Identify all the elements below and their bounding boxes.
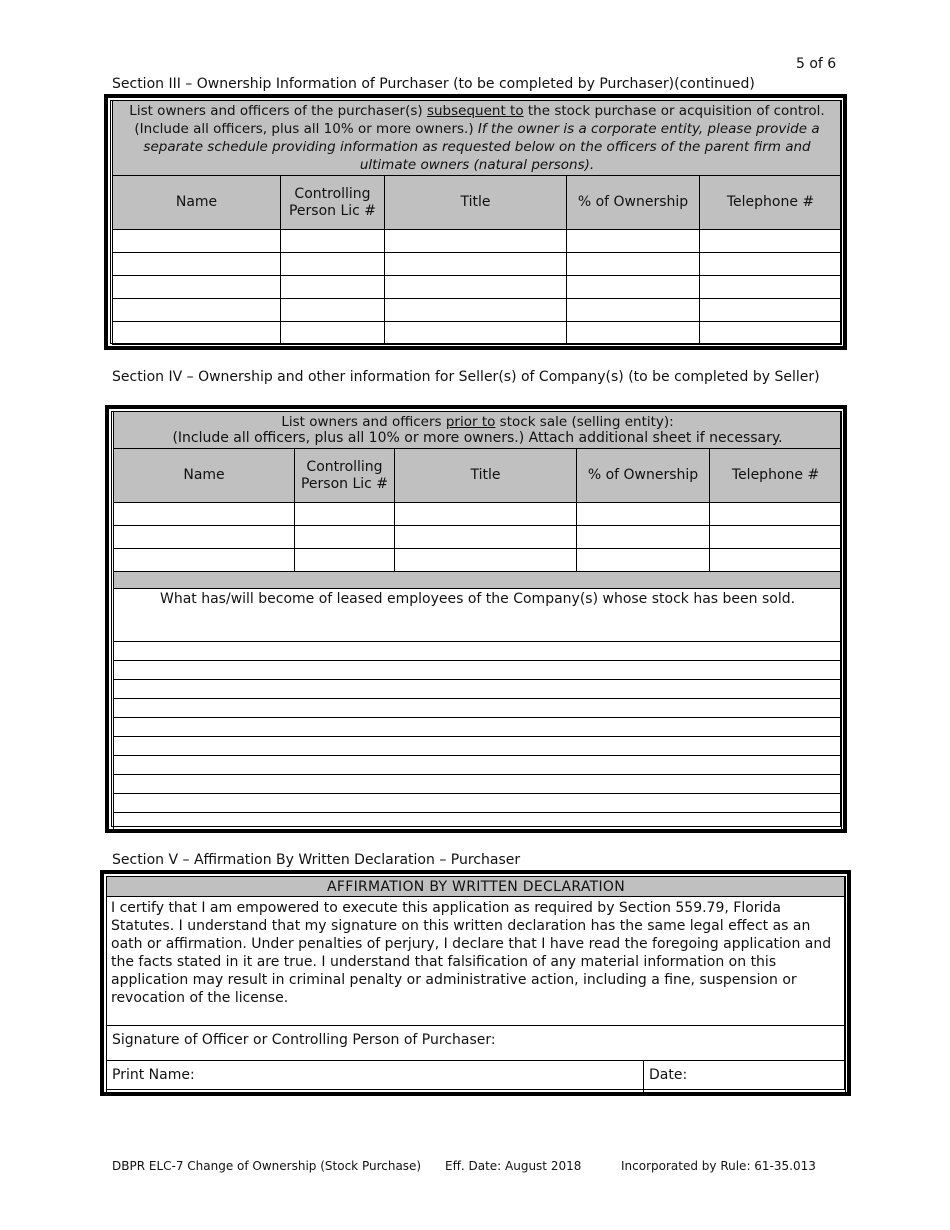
section-4-box bbox=[105, 405, 847, 833]
signature-field[interactable]: Signature of Officer or Controlling Person of Purchaser: bbox=[107, 1026, 846, 1061]
table-row bbox=[114, 549, 842, 572]
table-row bbox=[113, 299, 842, 322]
ownership-cell[interactable] bbox=[567, 253, 700, 276]
name-cell[interactable] bbox=[113, 253, 281, 276]
name-cell[interactable] bbox=[113, 322, 281, 345]
telephone-cell[interactable] bbox=[710, 549, 842, 572]
ownership-cell[interactable] bbox=[567, 230, 700, 253]
lic-cell[interactable] bbox=[281, 276, 385, 299]
section-3-instruction: List owners and officers of the purchaser(s) subsequent to the stock purchase or acquisition of control. (Include all officers, plus all 10% or more owners.) If the owner is a corporate entity, please provide a separate schedule providing information as requested below on the officers of the parent firm and ultimate owners (natural persons). bbox=[113, 101, 842, 176]
leased-employees-question: What has/will become of leased employees of the Company(s) whose stock has been sold. bbox=[114, 589, 842, 642]
col-title: Title bbox=[385, 176, 567, 230]
table-row bbox=[114, 503, 842, 526]
affirmation-header: AFFIRMATION BY WRITTEN DECLARATION bbox=[107, 877, 846, 897]
table-row bbox=[113, 253, 842, 276]
col-controlling-person: Controlling Person Lic # bbox=[295, 449, 395, 503]
section-4-instruction: List owners and officers prior to stock sale (selling entity): (Include all officers, plus all 10% or more owners.) Attach additional sheet if necessary. bbox=[114, 412, 842, 449]
print-name-field[interactable]: Print Name: bbox=[107, 1061, 644, 1096]
title-cell[interactable] bbox=[395, 503, 577, 526]
name-cell[interactable] bbox=[113, 230, 281, 253]
ownership-cell[interactable] bbox=[567, 276, 700, 299]
page-number: 5 of 6 bbox=[796, 56, 837, 72]
name-cell[interactable] bbox=[114, 549, 295, 572]
lic-cell[interactable] bbox=[281, 322, 385, 345]
affirmation-text: I certify that I am empowered to execute this application as required by Section 559.79, Florida Statutes. I understand that my signature on this written declaration has the same legal effect as an oath or affirmation. Under penalties of perjury, I declare that I have read the foregoing application and the facts stated in it are true. I understand that falsification of any material information on this application may result in criminal penalty or administrative action, including a fine, suspension or revocation of the license. bbox=[107, 897, 846, 1026]
name-cell[interactable] bbox=[114, 526, 295, 549]
section-5-box bbox=[100, 870, 851, 1096]
date-field[interactable]: Date: bbox=[644, 1061, 846, 1096]
col-title: Title bbox=[395, 449, 577, 503]
section-3-table bbox=[112, 100, 842, 345]
section-4-title: Section IV – Ownership and other information for Seller(s) of Company(s) (to be completed by Seller) bbox=[112, 369, 820, 385]
col-ownership: % of Ownership bbox=[567, 176, 700, 230]
col-name: Name bbox=[113, 176, 281, 230]
table-row bbox=[114, 526, 842, 549]
lic-cell[interactable] bbox=[281, 253, 385, 276]
ownership-cell[interactable] bbox=[577, 549, 710, 572]
lic-cell[interactable] bbox=[295, 549, 395, 572]
title-cell[interactable] bbox=[395, 549, 577, 572]
answer-line[interactable] bbox=[114, 718, 842, 737]
telephone-cell[interactable] bbox=[700, 276, 842, 299]
corporate-entity-note: If the owner is a corporate entity, please provide a separate schedule providing information as requested below on the officers of the parent firm and ultimate owners (natural persons). bbox=[143, 121, 820, 173]
ownership-cell[interactable] bbox=[577, 503, 710, 526]
answer-line[interactable] bbox=[114, 737, 842, 756]
name-cell[interactable] bbox=[113, 276, 281, 299]
title-cell[interactable] bbox=[395, 526, 577, 549]
telephone-cell[interactable] bbox=[700, 230, 842, 253]
title-cell[interactable] bbox=[385, 253, 567, 276]
affirmation-table bbox=[106, 876, 846, 1096]
telephone-cell[interactable] bbox=[710, 526, 842, 549]
table-row bbox=[113, 230, 842, 253]
section-3-box bbox=[104, 94, 847, 350]
subsequent-to-emphasis: subsequent to bbox=[426, 103, 524, 119]
answer-line[interactable] bbox=[114, 661, 842, 680]
table-row bbox=[113, 322, 842, 345]
ownership-cell[interactable] bbox=[567, 299, 700, 322]
section-5-title: Section V – Affirmation By Written Declaration – Purchaser bbox=[112, 852, 521, 868]
footer-eff-date: Eff. Date: August 2018 bbox=[445, 1159, 582, 1173]
section-4-table bbox=[113, 411, 842, 832]
answer-line[interactable] bbox=[114, 680, 842, 699]
name-cell[interactable] bbox=[114, 503, 295, 526]
lic-cell[interactable] bbox=[295, 526, 395, 549]
section-3-title: Section III – Ownership Information of Purchaser (to be completed by Purchaser)(continued) bbox=[112, 76, 755, 92]
prior-to-emphasis: prior to bbox=[445, 414, 496, 430]
ownership-cell[interactable] bbox=[577, 526, 710, 549]
ownership-cell[interactable] bbox=[567, 322, 700, 345]
title-cell[interactable] bbox=[385, 322, 567, 345]
col-telephone: Telephone # bbox=[700, 176, 842, 230]
gray-separator bbox=[114, 572, 842, 589]
answer-line[interactable] bbox=[114, 699, 842, 718]
telephone-cell[interactable] bbox=[700, 299, 842, 322]
telephone-cell[interactable] bbox=[710, 503, 842, 526]
footer-form-id: DBPR ELC-7 Change of Ownership (Stock Purchase) bbox=[112, 1159, 422, 1173]
answer-line[interactable] bbox=[114, 775, 842, 794]
title-cell[interactable] bbox=[385, 299, 567, 322]
title-cell[interactable] bbox=[385, 230, 567, 253]
answer-line[interactable] bbox=[114, 642, 842, 661]
lic-cell[interactable] bbox=[281, 230, 385, 253]
title-cell[interactable] bbox=[385, 276, 567, 299]
footer-rule: Incorporated by Rule: 61-35.013 bbox=[621, 1159, 816, 1173]
table-row bbox=[113, 276, 842, 299]
col-telephone: Telephone # bbox=[710, 449, 842, 503]
name-cell[interactable] bbox=[113, 299, 281, 322]
col-controlling-person: Controlling Person Lic # bbox=[281, 176, 385, 230]
answer-line[interactable] bbox=[114, 794, 842, 813]
telephone-cell[interactable] bbox=[700, 322, 842, 345]
lic-cell[interactable] bbox=[295, 503, 395, 526]
answer-line[interactable] bbox=[114, 756, 842, 775]
col-ownership: % of Ownership bbox=[577, 449, 710, 503]
answer-line[interactable] bbox=[114, 813, 842, 832]
telephone-cell[interactable] bbox=[700, 253, 842, 276]
lic-cell[interactable] bbox=[281, 299, 385, 322]
col-name: Name bbox=[114, 449, 295, 503]
